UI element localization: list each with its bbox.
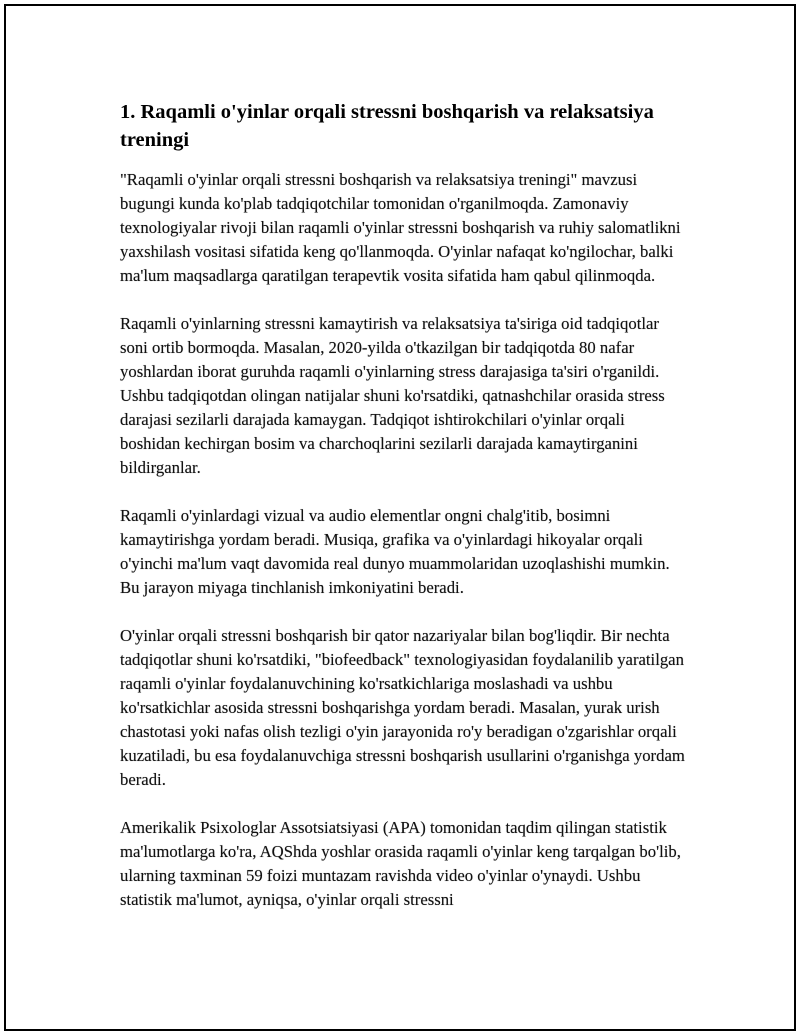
paragraph-2: Raqamli o'yinlarning stressni kamaytirish va relaksatsiya ta'siriga oid tadqiqotlar soni ortib bormoqda. Masalan, 2020-yilda o'tkazilgan bir tadqiqotda 80 nafar yoshlardan iborat guruhda raqamli o'yinlarning stress darajasiga ta'siri o'rganildi. Ushbu tadqiqotdan olingan natijalar shuni ko'rsatdiki, qatnashchilar orasida stress darajasi sezilarli darajada kamaygan. Tadqiqot ishtirokchilari o'yinlar orqali boshidan kechirgan bosim va charchoqlarini sezilarli darajada kamaytirganini bildirganlar. — [120, 314, 665, 477]
paragraph-4: O'yinlar orqali stressni boshqarish bir qator nazariyalar bilan bog'liqdir. Bir nechta tadqiqotlar shuni ko'rsatdiki, "biofeedback" texnologiyasidan foydalanilib yaratilgan raqamli o'yinlar foydalanuvchining ko'rsatkichlariga moslashadi va ushbu ko'rsatkichlar asosida stressni boshqarishga yordam beradi. Masalan, yurak urish chastotasi yoki nafas olish tezligi o'yin jarayonida ro'y beradigan o'zgarishlar orqali kuzatiladi, bu esa foydalanuvchiga stressni boshqarish usullarini o'rganishga yordam beradi. — [120, 626, 685, 789]
section-title: 1. Raqamli o'yinlar orqali stressni boshqarish va relaksatsiya treningi — [120, 101, 654, 151]
paragraph-5: Amerikalik Psixologlar Assotsiatsiyasi (APA) tomonidan taqdim qilingan statistik ma'lumotlarga ko'ra, AQShda yoshlar orasida raqamli o'yinlar keng tarqalgan bo'lib, ularning taxminan 59 foizi muntazam ravishda video o'yinlar o'ynaydi. Ushbu statistik ma'lumot, ayniqsa, o'yinlar orqali stressni — [120, 818, 681, 909]
document-page — [4, 4, 796, 1031]
document-body — [120, 98, 686, 936]
paragraph-3: Raqamli o'yinlardagi vizual va audio elementlar ongni chalg'itib, bosimni kamaytirishga yordam beradi. Musiqa, grafika va o'yinlardagi hikoyalar orqali o'yinchi ma'lum vaqt davomida real dunyo muammolaridan uzoqlashishi mumkin. Bu jarayon miyaga tinchlanish imkoniyatini beradi. — [120, 506, 670, 597]
paragraph-1: "Raqamli o'yinlar orqali stressni boshqarish va relaksatsiya treningi" mavzusi bugungi kunda ko'plab tadqiqotchilar tomonidan o'rganilmoqda. Zamonaviy texnologiyalar rivoji bilan raqamli o'yinlar stressni boshqarish va ruhiy salomatlikni yaxshilash vositasi sifatida keng qo'llanmoqda. O'yinlar nafaqat ko'ngilochar, balki ma'lum maqsadlarga qaratilgan terapevtik vosita sifatida ham qabul qilinmoqda. — [120, 170, 681, 285]
